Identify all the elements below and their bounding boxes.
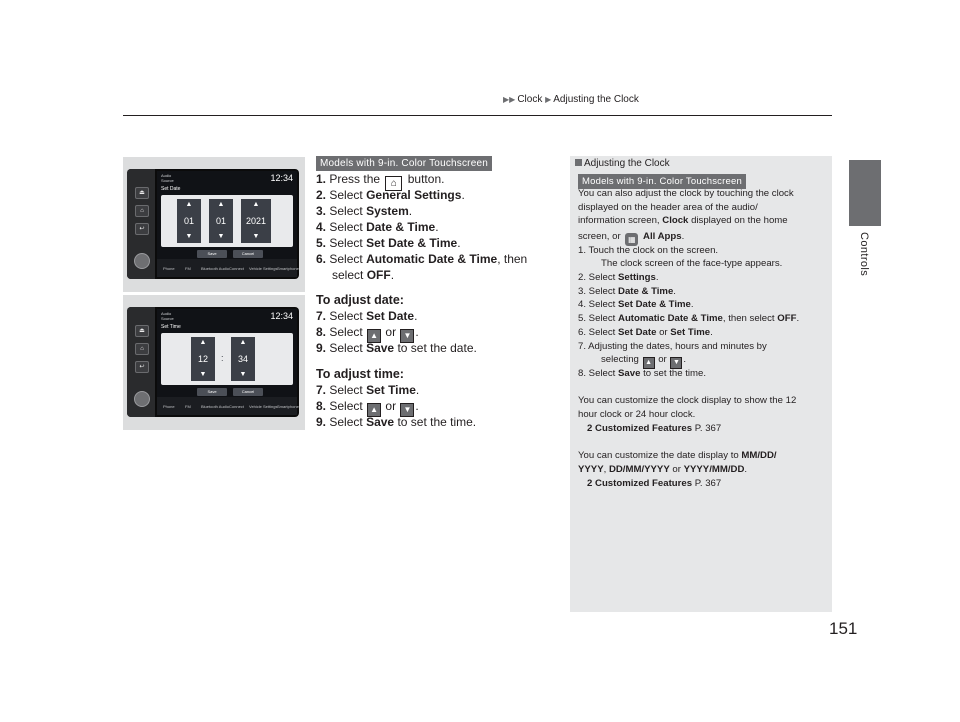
up-arrow-icon: ▲ [191,337,215,349]
time-separator: : [221,353,224,363]
screen-bottom-bar: Phone FM Bluetooth Audio Connect Vehicle Settings Smartphone [157,259,297,277]
month-value: 01 [177,211,201,231]
up-arrow-icon: ▲ [177,199,201,211]
down-arrow-icon: ▼ [670,357,682,369]
page-number: 151 [829,619,858,638]
audio-source-label: Audio Source [161,311,174,321]
screen-clock: 12:34 [270,311,293,321]
up-arrow-icon: ▲ [367,403,381,417]
home-icon: ⌂ [135,205,149,217]
screen-title: Set Time [161,324,181,330]
breadcrumb-arrow-icon: ▶ [545,95,552,104]
screen-title: Set Date [161,186,181,192]
step-6-continued: select OFF. [332,268,395,282]
section-tab-marker [849,160,881,226]
home-icon: ⌂ [385,176,402,191]
set-time-screenshot [123,295,305,430]
touchscreen [157,309,297,415]
up-arrow-icon: ▲ [231,337,255,349]
step-6: 6. Select Automatic Date & Time, then [316,252,528,266]
model-badge: Models with 9-in. Color Touchscreen [316,156,492,171]
time-step-9: 9. Select Save to set the time. [316,415,477,429]
head-unit-buttons [127,307,155,417]
month-spinner [177,199,201,243]
date-step-7: 7. Select Set Date. [316,309,418,323]
up-arrow-icon: ▲ [367,329,381,343]
cancel-button: Cancel [233,388,263,396]
down-arrow-icon: ▼ [241,231,271,243]
note-marker-icon [575,159,582,166]
date-step-9: 9. Select Save to set the date. [316,341,477,355]
step-5: 5. Select Set Date & Time. [316,236,461,250]
down-arrow-icon: ▼ [400,329,414,343]
section-tab-label: Controls [858,232,870,277]
all-apps-icon: ▦ [625,233,638,246]
time-heading: To adjust time: [316,367,404,381]
down-arrow-icon: ▼ [231,369,255,381]
volume-knob [134,391,150,407]
day-spinner [209,199,233,243]
hour-spinner [191,337,215,381]
volume-knob [134,253,150,269]
screen-bottom-bar: Phone FM Bluetooth Audio Connect Vehicle Settings Smartphone [157,397,297,415]
date-step-8: 8. Select ▲ or ▼ . [316,324,419,343]
cancel-button: Cancel [233,250,263,258]
screen-clock: 12:34 [270,173,293,183]
hour-value: 12 [191,349,215,369]
down-arrow-icon: ▼ [400,403,414,417]
eject-icon: ⏏ [135,187,149,199]
minute-spinner [231,337,255,381]
touchscreen [157,171,297,277]
note-model-badge: Models with 9-in. Color Touchscreen [578,174,746,189]
breadcrumb-arrow-icon: ▶▶ [503,95,516,104]
up-arrow-icon: ▲ [241,199,271,211]
down-arrow-icon: ▼ [177,231,201,243]
head-unit [127,307,299,417]
customized-features-link[interactable]: 2 Customized Features P. 367 [587,477,722,489]
breadcrumb-item-adjusting: Adjusting the Clock [553,94,639,105]
step-4: 4. Select Date & Time. [316,220,439,234]
note-title: Adjusting the Clock [575,158,670,169]
down-arrow-icon: ▼ [191,369,215,381]
day-value: 01 [209,211,233,231]
audio-source-label: Audio Source [161,173,174,183]
head-unit-buttons [127,169,155,279]
step-3: 3. Select System. [316,204,413,218]
breadcrumb [503,94,639,105]
set-date-screenshot [123,157,305,292]
home-icon: ⌂ [135,343,149,355]
head-unit [127,169,299,279]
eject-icon: ⏏ [135,325,149,337]
time-step-7: 7. Select Set Time. [316,383,420,397]
step-2: 2. Select General Settings. [316,188,465,202]
date-picker [161,195,293,247]
save-button: Save [197,250,227,258]
back-icon: ↩ [135,361,149,373]
down-arrow-icon: ▼ [209,231,233,243]
save-button: Save [197,388,227,396]
customized-features-link[interactable]: 2 Customized Features P. 367 [587,422,722,434]
year-spinner [241,199,271,243]
date-heading: To adjust date: [316,293,404,307]
back-icon: ↩ [135,223,149,235]
year-value: 2021 [241,211,271,231]
step-1: 1. Press the ⌂ button. [316,172,445,189]
up-arrow-icon: ▲ [643,357,655,369]
up-arrow-icon: ▲ [209,199,233,211]
time-picker [161,333,293,385]
minute-value: 34 [231,349,255,369]
breadcrumb-item-clock: Clock [517,94,543,105]
header-divider [123,115,832,116]
time-step-8: 8. Select ▲ or ▼ . [316,398,419,417]
